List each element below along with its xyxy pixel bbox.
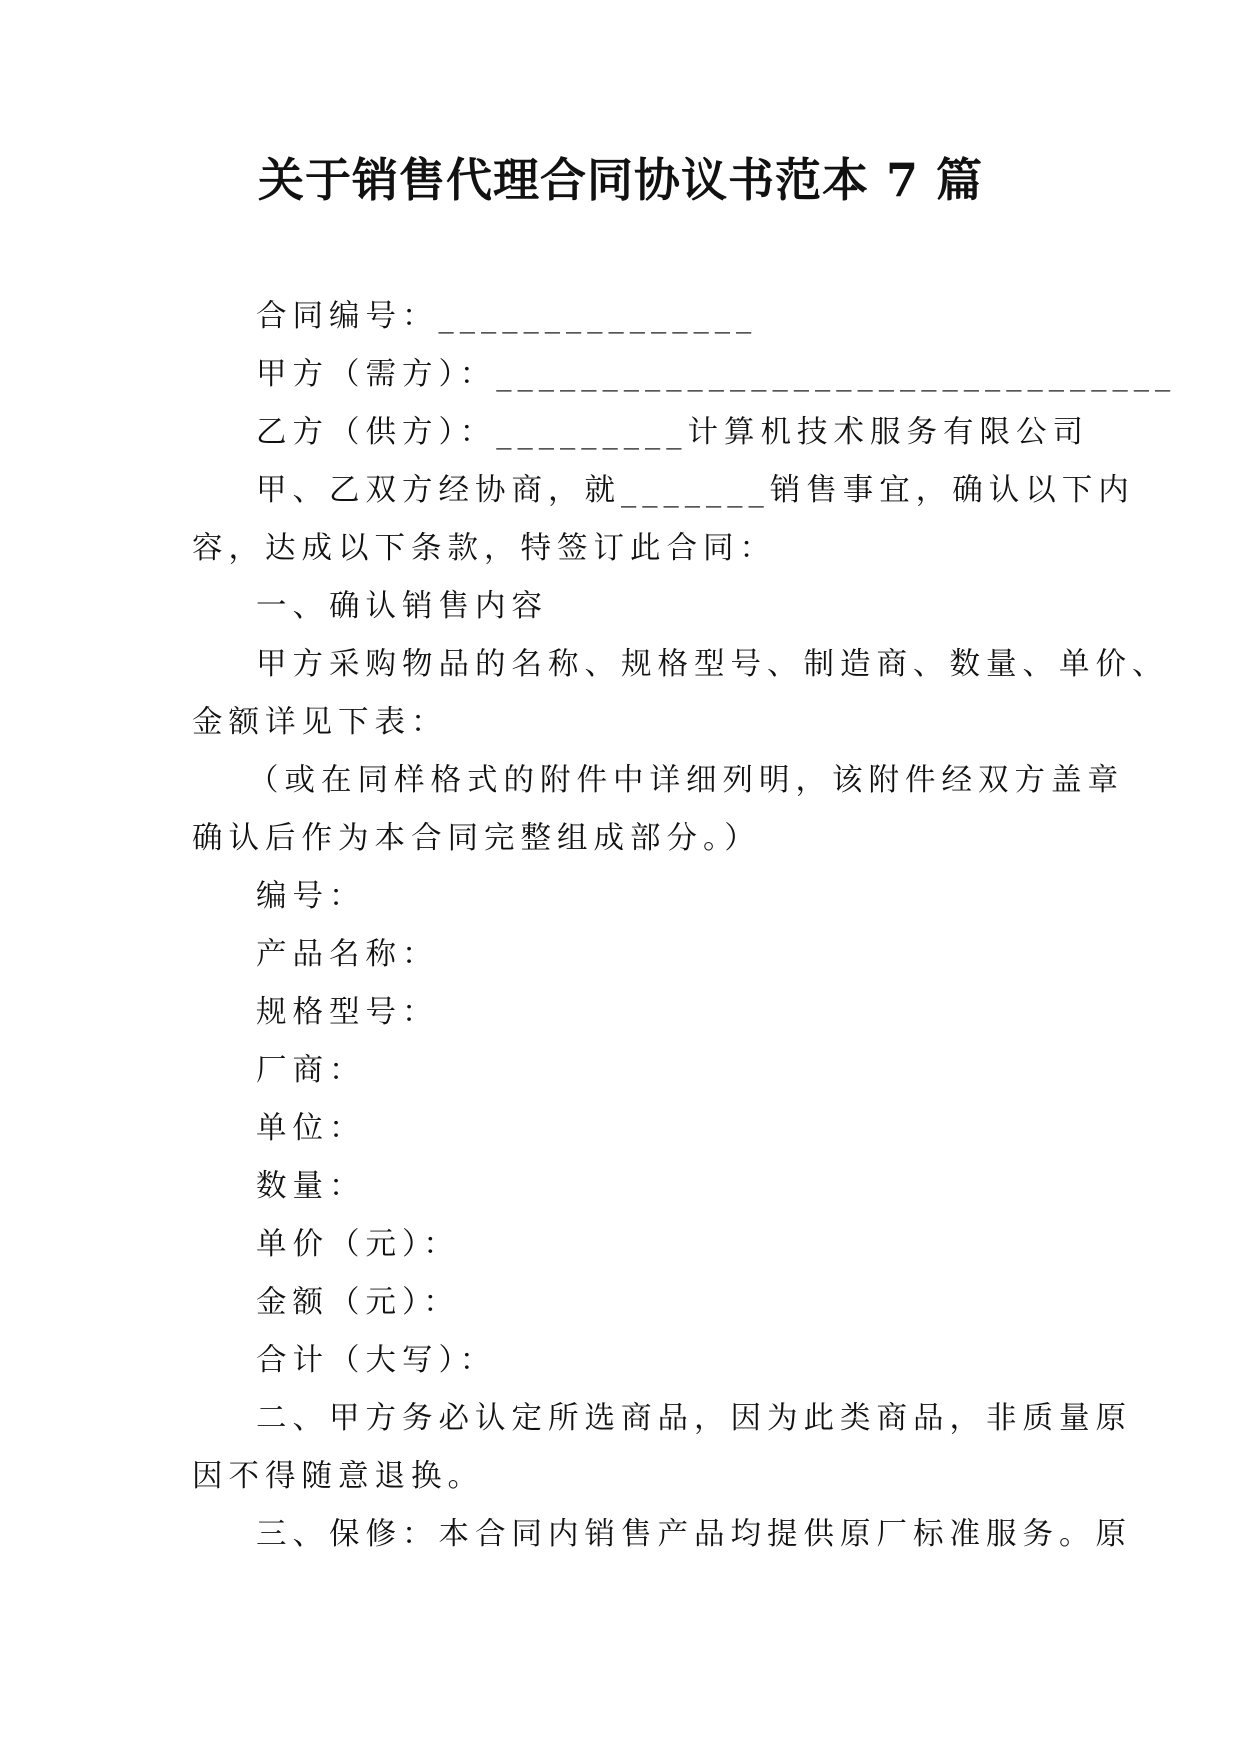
paragraph-line: 因不得随意退换。 xyxy=(192,1459,484,1494)
field-label: 单位： xyxy=(256,1111,366,1146)
paragraph-line: 容，达成以下条款，特签订此合同： xyxy=(192,531,776,566)
section-heading: 三、保修：本合同内销售产品均提供原厂标准服务。原 xyxy=(256,1517,1132,1552)
section-heading: 一、确认销售内容 xyxy=(256,589,548,624)
party-a-line: 甲方（需方）：________________________________ xyxy=(256,357,1177,392)
field-label: 编号： xyxy=(256,879,366,914)
field-label: 合计（大写）： xyxy=(256,1343,497,1378)
document-title: 关于销售代理合同协议书范本 7 篇 xyxy=(257,153,984,207)
field-label: 产品名称： xyxy=(256,937,439,972)
paragraph-line: 金额详见下表： xyxy=(192,705,448,740)
field-label: 规格型号： xyxy=(256,995,439,1030)
field-label: 单价（元）： xyxy=(256,1227,460,1262)
document-body xyxy=(192,288,1177,1564)
paragraph-line: （或在同样格式的附件中详细列明，该附件经双方盖章 xyxy=(248,763,1124,798)
field-label: 金额（元）： xyxy=(256,1285,460,1320)
paragraph-line: 甲方采购物品的名称、规格型号、制造商、数量、单价、 xyxy=(256,647,1169,682)
field-label: 数量： xyxy=(256,1169,366,1204)
section-heading: 二、甲方务必认定所选商品，因为此类商品，非质量原 xyxy=(256,1401,1132,1436)
party-b-line: 乙方（供方）：_________计算机技术服务有限公司 xyxy=(256,415,1089,450)
paragraph-line: 确认后作为本合同完整组成部分。） xyxy=(192,821,761,856)
contract-number-line: 合同编号：_______________ xyxy=(256,299,758,334)
paragraph-line: 甲、乙双方经协商，就_______销售事宜，确认以下内 xyxy=(256,473,1135,508)
field-label: 厂商： xyxy=(256,1053,366,1088)
